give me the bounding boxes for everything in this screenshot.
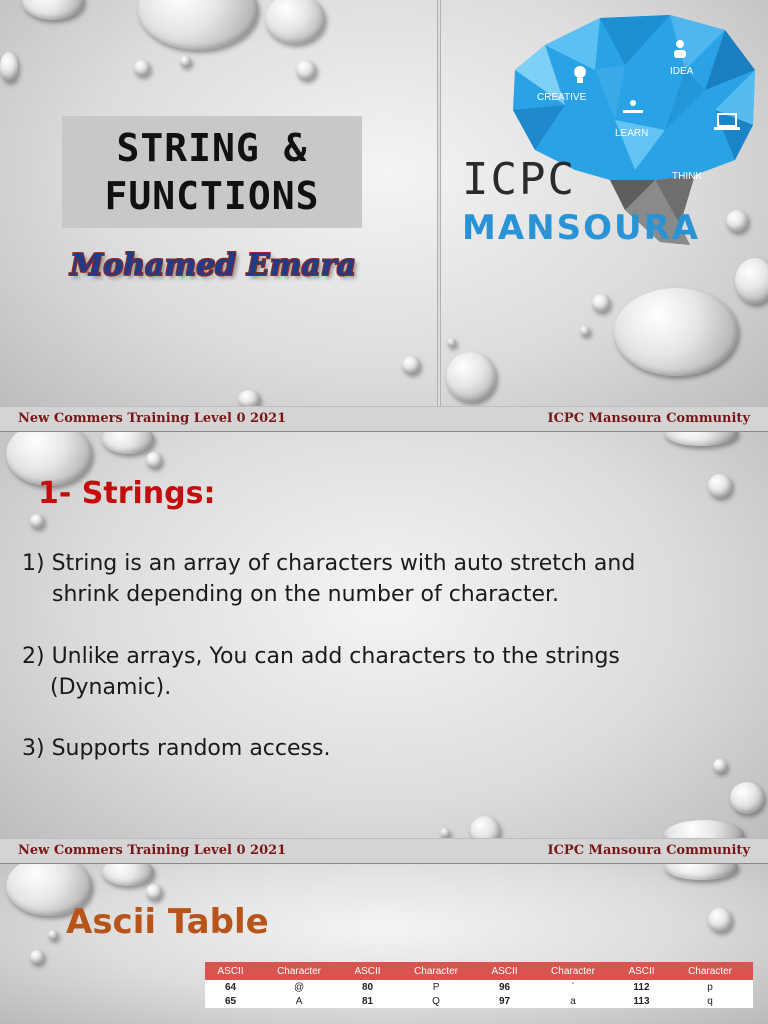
title-box	[62, 116, 362, 228]
vertical-divider	[437, 0, 441, 406]
table-row	[205, 994, 753, 1008]
water-drop	[447, 338, 456, 347]
footer-right-text: ICPC Mansoura Community	[547, 843, 750, 858]
bullet-point-text: 1) String is an array of characters with auto stretch and	[22, 551, 636, 576]
ascii-table-header: Character	[667, 962, 753, 980]
ascii-table-header: ASCII	[205, 962, 256, 980]
table-cell: P	[432, 981, 440, 993]
table-cell: 96	[498, 981, 511, 993]
footer-left-text: New Commers Training Level 0 2021	[18, 843, 287, 858]
water-drop	[134, 60, 150, 76]
table-cell: 112	[633, 981, 650, 993]
water-drop	[730, 782, 764, 814]
water-drop	[0, 52, 18, 82]
footer-bar	[0, 406, 768, 432]
strings-slide	[0, 432, 768, 864]
footer-bar	[0, 838, 768, 864]
ascii-table	[205, 962, 753, 1008]
brain-label-think: THINK	[672, 171, 702, 182]
title-slide	[0, 0, 768, 432]
table-cell: 81	[361, 995, 374, 1007]
table-cell: 65	[224, 995, 237, 1007]
ascii-table-header: Character	[256, 962, 342, 980]
footer-left-text: New Commers Training Level 0 2021	[18, 411, 287, 426]
bullet-point-2	[22, 641, 742, 703]
water-drop	[48, 930, 58, 940]
water-drop	[708, 474, 732, 498]
table-cell: 97	[498, 995, 511, 1007]
water-drop	[22, 0, 84, 20]
bullet-point-text: 2) Unlike arrays, You can add characters to the strings	[22, 644, 620, 669]
bullet-point-text: 3) Supports random access.	[22, 736, 331, 761]
water-drop	[146, 452, 162, 468]
water-drop	[735, 258, 768, 304]
table-cell: 113	[633, 995, 650, 1007]
table-cell: Q	[432, 995, 440, 1007]
water-drop	[402, 356, 420, 374]
water-drop	[446, 352, 496, 402]
brain-label-creative: CREATIVE	[537, 92, 587, 103]
water-drop	[138, 0, 258, 50]
water-drop	[296, 60, 316, 80]
water-drop	[30, 950, 44, 964]
water-drop	[708, 908, 732, 932]
section-title: 1- Strings:	[38, 476, 216, 511]
water-drop	[265, 0, 325, 44]
table-cell: q	[707, 995, 713, 1007]
logo-mansoura-text: MANSOURA	[462, 208, 701, 248]
water-drop	[102, 432, 154, 454]
brain-label-idea: IDEA	[670, 66, 694, 77]
table-cell: a	[570, 995, 576, 1007]
water-drop	[440, 828, 450, 838]
title-line-1: STRING &	[116, 126, 308, 170]
table-cell: 80	[361, 981, 374, 993]
water-drop	[664, 864, 738, 880]
ascii-table-header: Character	[393, 962, 479, 980]
table-cell: `	[571, 981, 575, 993]
water-drop	[614, 288, 738, 376]
ascii-table-header: ASCII	[616, 962, 667, 980]
water-drop	[146, 884, 162, 900]
table-cell: p	[707, 981, 713, 993]
bullet-point-continuation: shrink depending on the number of character.	[52, 582, 560, 607]
ascii-slide	[0, 864, 768, 1024]
title-line-2: FUNCTIONS	[104, 174, 320, 218]
water-drop	[664, 432, 738, 446]
ascii-table-title: Ascii Table	[66, 902, 269, 942]
bullet-point-1	[22, 548, 742, 610]
table-cell: 64	[224, 981, 237, 993]
brain-label-learn: LEARN	[615, 128, 649, 139]
footer-right-text: ICPC Mansoura Community	[547, 411, 750, 426]
water-drop	[180, 56, 191, 67]
bullet-point-3	[22, 733, 742, 764]
table-row	[205, 980, 753, 994]
ascii-table-header: ASCII	[479, 962, 530, 980]
logo-icpc-text: ICPC	[462, 154, 576, 205]
water-drop	[30, 514, 44, 528]
table-cell: @	[293, 981, 305, 993]
bullet-point-continuation: (Dynamic).	[50, 675, 172, 700]
author-name: Mohamed Emara	[70, 248, 357, 283]
table-cell: A	[295, 995, 303, 1007]
ascii-table-header: ASCII	[342, 962, 393, 980]
ascii-table-header: Character	[530, 962, 616, 980]
water-drop	[580, 326, 590, 336]
water-drop	[102, 864, 154, 886]
water-drop	[592, 294, 610, 312]
ascii-table-header-row	[205, 962, 753, 980]
